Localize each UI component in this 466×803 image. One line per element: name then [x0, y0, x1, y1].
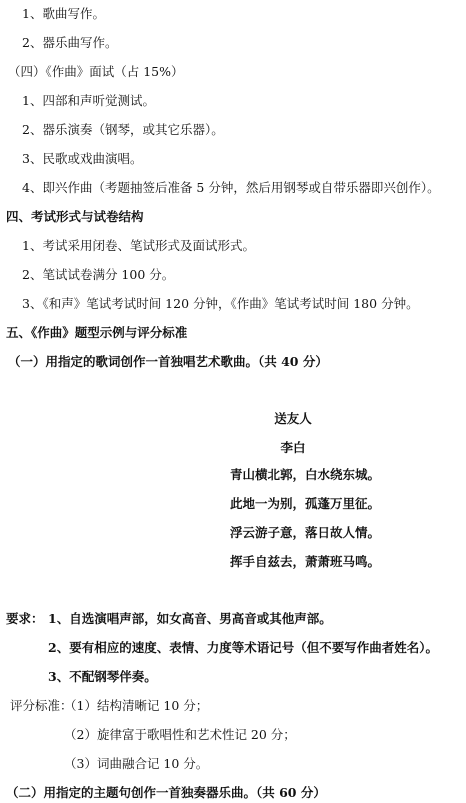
- scoring-item: （2）旋律富于歌唱性和艺术性记 20 分；: [64, 727, 296, 742]
- question-one-heading: （一）用指定的歌词创作一首独唱艺术歌曲。（共 40 分）: [8, 354, 328, 369]
- section-heading-interview: （四）《作曲》面试（占 15%）: [8, 64, 184, 79]
- requirement-item: 1、自选演唱声部，如女高音、男高音或其他声部。: [48, 611, 332, 626]
- scoring-item: （3）词曲融合记 10 分。: [64, 756, 209, 771]
- requirement-item: 2、要有相应的速度、表情、力度等术语记号（但不要写作曲者姓名）。: [48, 640, 438, 655]
- list-item-full-score: 2、笔试试卷满分 100 分。: [22, 267, 175, 282]
- requirement-item: 3、不配钢琴伴奏。: [48, 669, 157, 684]
- poem-author: 李白: [280, 440, 306, 455]
- poem-line: 挥手自兹去，萧萧班马鸣。: [230, 554, 381, 569]
- list-item-instrumental-writing: 2、器乐曲写作。: [22, 35, 118, 50]
- list-item-song-writing: 1、歌曲写作。: [22, 6, 105, 21]
- list-item-exam-mode: 1、考试采用闭卷、笔试形式及面试形式。: [22, 238, 255, 253]
- list-item-improvisation: 4、即兴作曲（考题抽签后准备 5 分钟，然后用钢琴或自带乐器即兴创作）。: [22, 180, 440, 195]
- heading-exam-format: 四、考试形式与试卷结构: [6, 209, 144, 224]
- poem-line: 青山横北郭，白水绕东城。: [230, 467, 381, 482]
- list-item-folk-singing: 3、民歌或戏曲演唱。: [22, 151, 143, 166]
- poem-line: 此地一为别，孤蓬万里征。: [230, 496, 381, 511]
- poem-title: 送友人: [274, 411, 312, 426]
- list-item-harmony-listening: 1、四部和声听觉测试。: [22, 93, 155, 108]
- scoring-item: （1）结构清晰记 10 分；: [64, 698, 209, 713]
- list-item-exam-time: 3、《和声》笔试考试时间 120 分钟，《作曲》笔试考试时间 180 分钟。: [22, 296, 419, 311]
- poem-line: 浮云游子意，落日故人情。: [230, 525, 381, 540]
- scoring-label: 评分标准：: [10, 698, 73, 713]
- heading-question-examples: 五、《作曲》题型示例与评分标准: [6, 325, 188, 340]
- list-item-instrument-performance: 2、器乐演奏（钢琴，或其它乐器）。: [22, 122, 224, 137]
- requirements-label: 要求：: [6, 611, 44, 626]
- question-two-heading: （二）用指定的主题句创作一首独奏器乐曲。（共 60 分）: [6, 785, 326, 800]
